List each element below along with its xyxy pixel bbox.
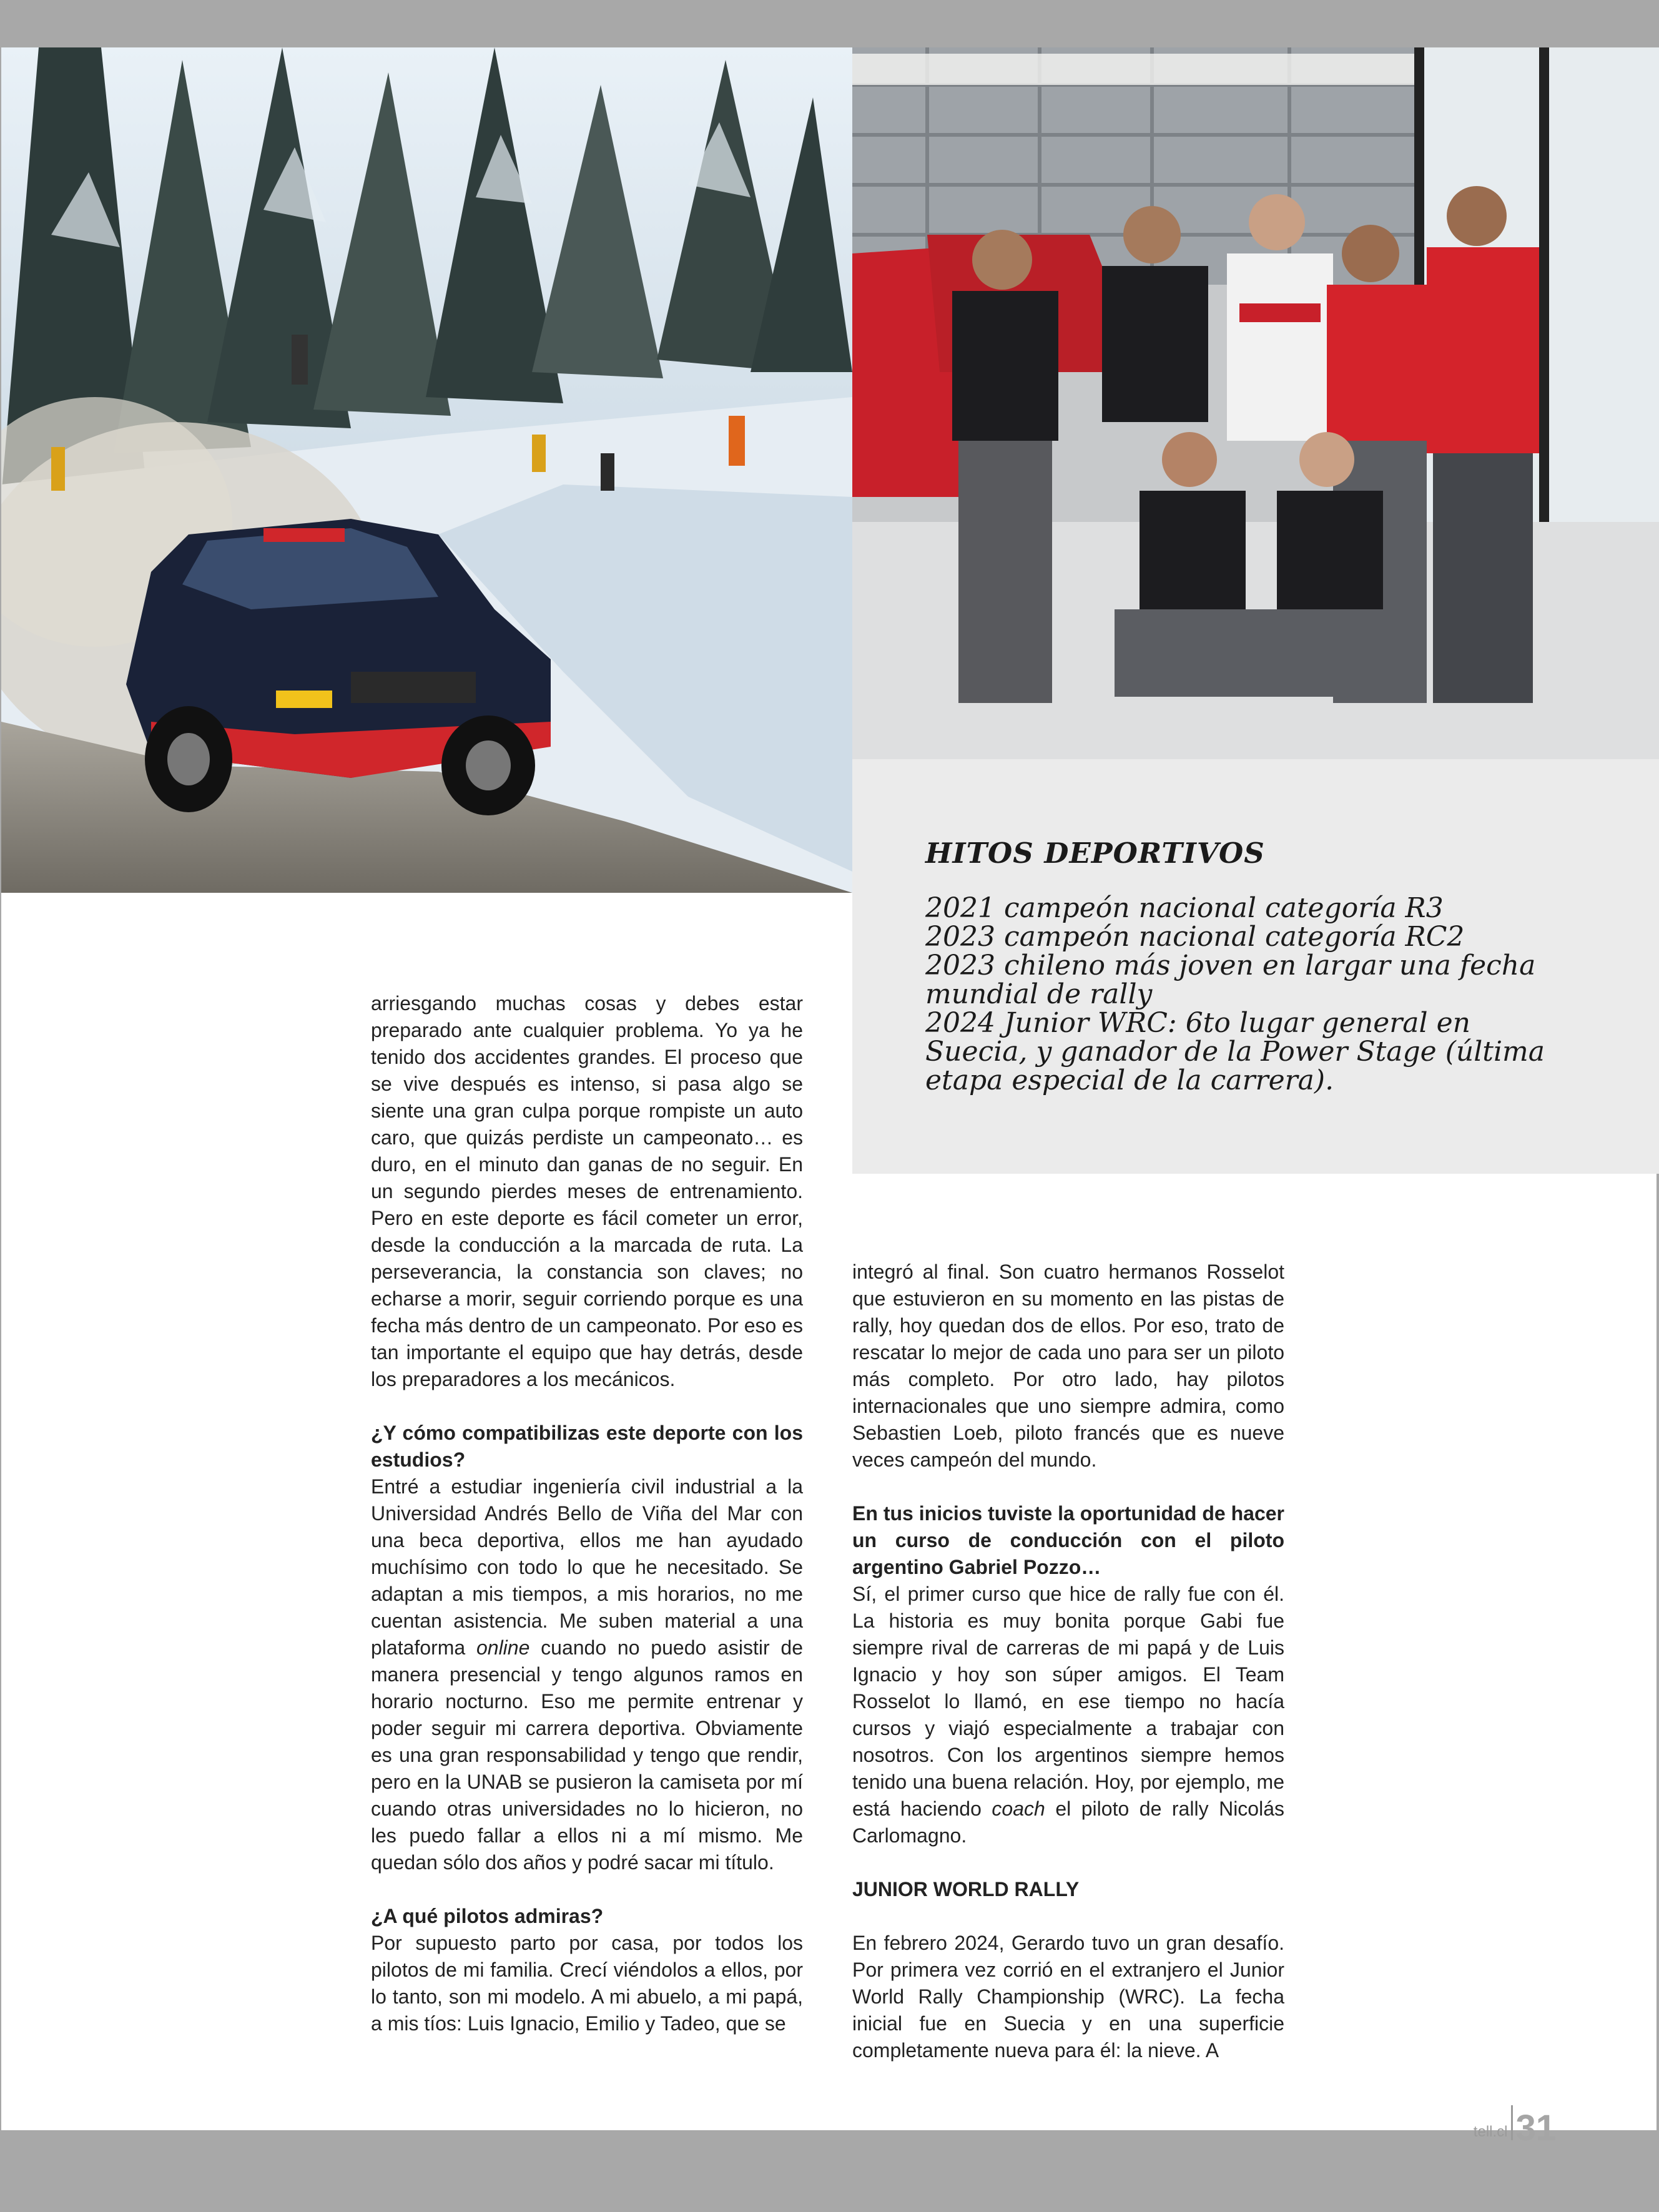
interview-question: ¿Y cómo compatibilizas este deporte con los estudios? (371, 1422, 803, 1471)
team-garage-illustration (852, 47, 1659, 759)
article-paragraph: arriesgando muchas cosas y debes estar preparado ante cualquier problema. Yo ya he tenido dos accidentes grandes. El proceso que se vive después es intenso, si pasa algo se siente una gran culpa porque rompiste un auto caro, que quizás perdiste un campeonato… es duro, en el minuto dan ganas de no seguir. En un segundo pierdes meses de entrenamiento. Pero en este deporte es fácil cometer un error, desde la conducción a la marcada de ruta. La perseverancia, la constancia son claves; no echarse a morir, seguir corriendo porque es una fecha más dentro de un campeonato. Por eso es tan importante el equipo que hay detrás, desde los preparadores a los mecánicos. (371, 992, 803, 1390)
answer-emphasis: online (476, 1636, 530, 1659)
article-paragraph: integró al final. Son cuatro hermanos Rosselot que estuvieron en su momento en las pistas de rally, hoy quedan dos de ellos. Por eso, trato de rescatar lo mejor de cada uno para ser un piloto más completo. Por otro lado, hay pilotos internacionales que uno siempre admira, como Sebastien Loeb, piloto francés que es nueve veces campeón del mundo. (852, 1261, 1284, 1471)
milestone-item: 2023 chileno más joven en largar una fecha mundial de rally (925, 950, 1536, 1010)
milestone-item: 2023 campeón nacional categoría RC2 (925, 921, 1465, 953)
article-column-left (371, 990, 803, 2064)
interview-block (371, 1420, 803, 1876)
interview-question: En tus inicios tuviste la oportunidad de hacer un curso de conducción con el piloto argentino Gabriel Pozzo… (852, 1502, 1284, 1578)
interview-question: ¿A qué pilotos admiras? (371, 1905, 604, 1927)
answer-text: Sí, el primer curso que hice de rally fue con él. La historia es muy bonita porque Gabi fue siempre rival de carreras de mi papá y de Luis Ignacio y hoy son súper amigos. El Team Rosselot lo llamó, en ese tiempo no hacía cursos y viajó especialmente a trabajar con nosotros. Con los argentinos siempre hemos tenido una buena relación. Hoy, por ejemplo, me está haciendo (852, 1583, 1284, 1820)
sports-milestones-panel (852, 759, 1659, 1174)
site-url: tell.cl (1473, 2123, 1508, 2140)
article-paragraph: En febrero 2024, Gerardo tuvo un gran desafío. Por primera vez corrió en el extranjero el Junior World Rally Championship (WRC). La fecha inicial fue en Suecia y en una superficie completamente nueva para él: la nieve. A (852, 1932, 1284, 2062)
milestones-title: HITOS DEPORTIVOS (925, 837, 1265, 870)
interview-block (852, 1500, 1284, 1849)
milestones-list (925, 894, 1550, 1095)
milestone-item: 2021 campeón nacional categoría R3 (925, 892, 1444, 924)
answer-text: el piloto de rally Nicolás Carlomagno. (852, 1797, 1285, 1847)
rally-car-illustration (1, 47, 852, 893)
interview-block (371, 1903, 803, 2037)
page-folio (1474, 2105, 1556, 2149)
article-column-right (852, 1259, 1284, 2091)
milestone-item: 2024 Junior WRC: 6to lugar general en Suecia, y ganador de la Power Stage (última etapa especial de la carrera). (925, 1007, 1545, 1096)
answer-text: Por supuesto parto por casa, por todos los pilotos de mi familia. Crecí viéndolos a ellos, por lo tanto, son mi modelo. A mi abuelo, a mi papá, a mis tíos: Luis Ignacio, Emilio y Tadeo, que se (371, 1932, 803, 2035)
team-photo (852, 47, 1659, 759)
folio-divider (1511, 2105, 1513, 2140)
section-heading: JUNIOR WORLD RALLY (852, 1878, 1080, 1900)
answer-text: cuando no puedo asistir de manera presencial y tengo algunos ramos en horario nocturno. Eso me permite entrenar y poder seguir mi carrera deportiva. Obviamente es una gran responsabilidad y tengo que rendir, pero en la UNAB se pusieron la camiseta por mí cuando otras universidades no lo hicieron, no les puedo fallar a ellos ni a mí mismo. Me quedan sólo dos años y podré sacar mi título. (371, 1636, 803, 1874)
answer-text: Entré a estudiar ingeniería civil industrial a la Universidad Andrés Bello de Viña del Mar con una beca deportiva, ellos me han ayudado muchísimo con todo lo que he necesitado. Se adaptan a mis tiempos, a mis horarios, no me cuentan asistencia. Me suben material a una plataforma (371, 1475, 803, 1659)
answer-emphasis: coach (992, 1797, 1045, 1820)
rally-car-photo (1, 47, 852, 893)
page-number: 31 (1515, 2108, 1556, 2148)
